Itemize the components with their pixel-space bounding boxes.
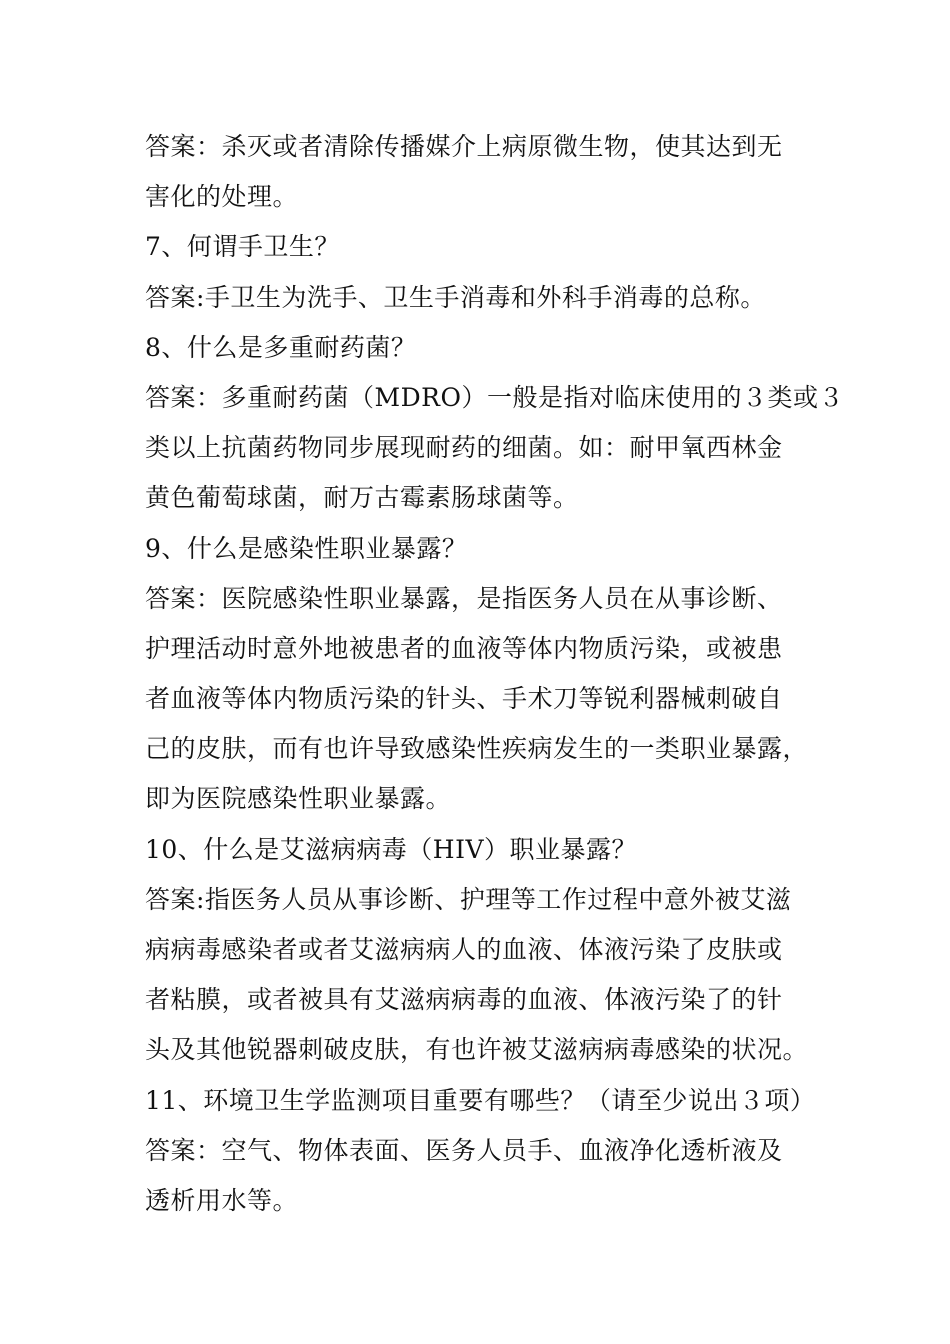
- answer-10-line-4: 头及其他锐器刺破皮肤，有也许被艾滋病病毒感染的状况。: [145, 1035, 809, 1065]
- answer-9-line-2: 护理活动时意外地被患者的血液等体内物质污染，或被患: [145, 633, 783, 663]
- answer-9-line-5: 即为医院感染性职业暴露。: [145, 784, 452, 814]
- answer-8-line-3: 黄色葡萄球菌，耐万古霉素肠球菌等。: [145, 483, 579, 513]
- question-9: 9、什么是感染性职业暴露？: [145, 533, 468, 563]
- question-11: 11、环境卫生学监测项目重要有哪些？（请至少说出３项）: [145, 1085, 816, 1115]
- question-7: 7、何谓手卫生？: [145, 232, 340, 262]
- question-10: 10、什么是艾滋病病毒（HIV）职业暴露？: [145, 834, 638, 864]
- answer-11-line-2: 透析用水等。: [145, 1185, 299, 1215]
- answer-6-line-1: 答案：杀灭或者清除传播媒介上病原微生物，使其达到无: [145, 132, 783, 161]
- answer-10-line-3: 者粘膜，或者被具有艾滋病病毒的血液、体液污染了的针: [145, 985, 783, 1015]
- answer-10-line-2: 病病毒感染者或者艾滋病病人的血液、体液污染了皮肤或: [145, 935, 783, 964]
- answer-9-line-1: 答案：医院感染性职业暴露，是指医务人员在从事诊断、: [145, 583, 783, 613]
- answer-6-line-2: 害化的处理。: [145, 182, 299, 212]
- answer-9-line-4: 己的皮肤，而有也许导致感染性疾病发生的一类职业暴露，: [145, 734, 809, 764]
- document-body: [145, 122, 844, 1226]
- question-8: 8、什么是多重耐药菌？: [145, 332, 417, 362]
- answer-11-line-1: 答案：空气、物体表面、医务人员手、血液净化透析液及: [145, 1135, 783, 1165]
- answer-9-line-3: 者血液等体内物质污染的针头、手术刀等锐利器械刺破自: [145, 684, 783, 714]
- answer-7: 答案:手卫生为洗手、卫生手消毒和外科手消毒的总称。: [145, 282, 766, 312]
- answer-8-line-1: 答案：多重耐药菌（MDRO）一般是指对临床使用的３类或３: [145, 382, 844, 412]
- answer-8-line-2: 类以上抗菌药物同步展现耐药的细菌。如：耐甲氧西林金: [145, 433, 783, 463]
- answer-10-line-1: 答案:指医务人员从事诊断、护理等工作过程中意外被艾滋: [145, 884, 792, 914]
